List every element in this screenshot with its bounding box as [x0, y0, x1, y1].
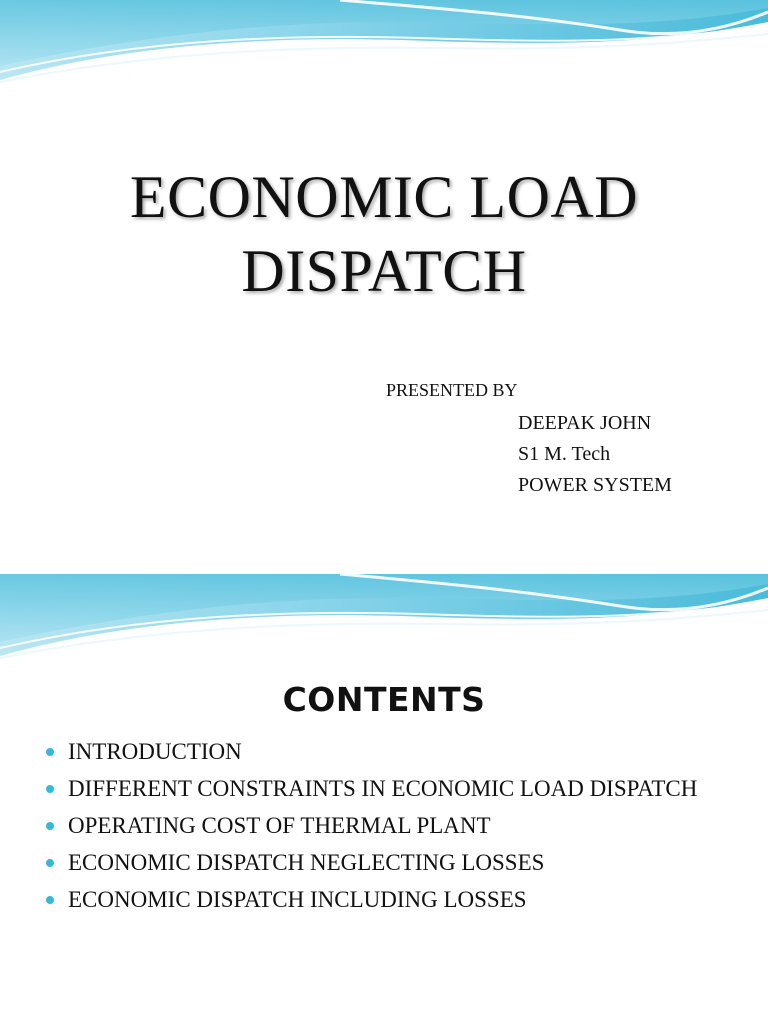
list-item — [42, 773, 742, 804]
header-wave-decoration — [0, 0, 768, 90]
bullet-icon — [46, 785, 54, 793]
list-item — [42, 810, 742, 841]
list-item-text: ECONOMIC DISPATCH NEGLECTING LOSSES — [68, 850, 545, 875]
list-item-text: ECONOMIC DISPATCH INCLUDING LOSSES — [68, 887, 527, 912]
list-item — [42, 736, 742, 767]
bullet-icon — [46, 859, 54, 867]
list-item — [42, 884, 742, 915]
list-item — [42, 847, 742, 878]
presenter-course: S1 M. Tech — [518, 443, 611, 465]
bullet-icon — [46, 748, 54, 756]
contents-slide — [0, 574, 768, 1024]
list-item-text: OPERATING COST OF THERMAL PLANT — [68, 813, 491, 838]
title-line-2: DISPATCH — [241, 238, 527, 304]
presented-by-label: PRESENTED BY — [386, 380, 518, 400]
list-item-text: INTRODUCTION — [68, 739, 242, 764]
bullet-icon — [46, 822, 54, 830]
list-item-text: DIFFERENT CONSTRAINTS IN ECONOMIC LOAD DISPATCH — [68, 776, 698, 801]
contents-heading: CONTENTS — [282, 680, 486, 719]
title-line-1: ECONOMIC LOAD — [129, 164, 639, 230]
contents-list — [42, 736, 742, 921]
presenter-department: POWER SYSTEM — [518, 474, 672, 496]
slide-separator — [0, 560, 768, 574]
presenter-name: DEEPAK JOHN — [518, 412, 652, 434]
header-wave-decoration — [0, 574, 768, 664]
bullet-icon — [46, 896, 54, 904]
